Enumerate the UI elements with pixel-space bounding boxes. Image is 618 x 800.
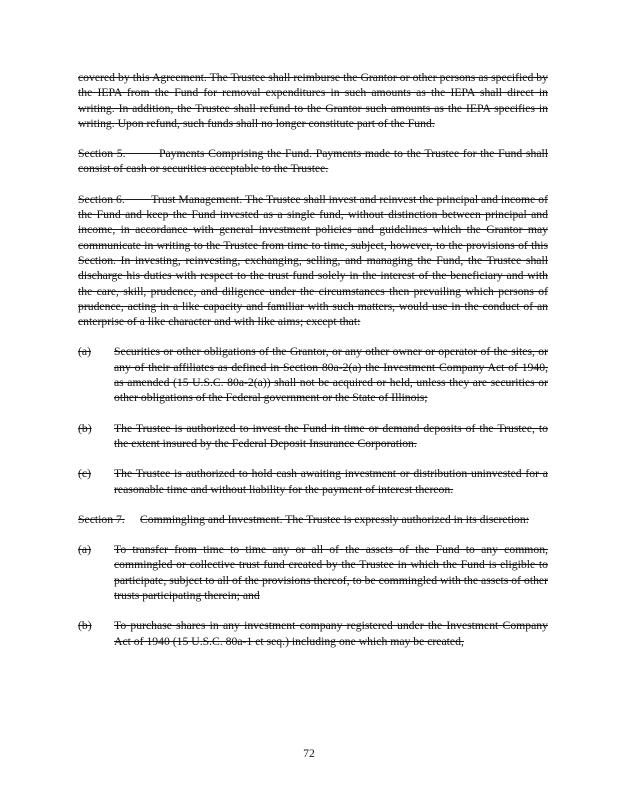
item-text: The Trustee is authorized to invest the Fund in time or demand deposits of the Trustee, to the extent insured by the Federal Deposit Insurance Corporation. <box>114 421 548 450</box>
section-7-text: Commingling and Investment. The Trustee is expressly authorized in its discretion: <box>140 512 529 526</box>
section-6-label: Section 6. <box>78 192 125 206</box>
item-label: (b) <box>78 421 92 435</box>
section-7-label: Section 7. <box>78 512 125 526</box>
section-6-paragraph <box>78 192 548 330</box>
item-label: (a) <box>78 345 91 359</box>
continuation-paragraph: covered by this Agreement. The Trustee shall reimburse the Grantor or other persons as specified by the IEPA from the Fund for removal expenditures in such amounts as the IEPA shall direct in writing. In addition, the Trustee shall refund to the Grantor such amounts as the IEPA specifies in writing. Upon refund, such funds shall no longer constitute part of the Fund. <box>78 71 548 130</box>
item-text: The Trustee is authorized to hold cash awaiting investment or distribution uninvested for a reasonable time and without liability for the payment of interest thereon. <box>114 467 548 496</box>
section-6-item-a <box>78 344 548 405</box>
item-text: To transfer from time to time any or all of the assets of the Fund to any common, commingled or collective trust fund created by the Trustee in which the Fund is eligible to participate, subject to all of the provisions thereof, to be commingled with the assets of other trusts participating therein; and <box>114 543 548 603</box>
section-5-text: Payments Comprising the Fund. Payments made to the Trustee for the Fund shall consist of cash or securities acceptable to the Trustee. <box>78 147 548 176</box>
document-page <box>78 70 548 649</box>
section-6-text: Trust Management. The Trustee shall invest and reinvest the principal and income of the Fund and keep the Fund invested as a single fund, without distinction between principal and income, in accordance with general investment policies and guidelines which the Grantor may communicate in writing to the Trustee from time to time, subject, however, to the provisions of this Section. In investing, reinvesting, exchanging, selling, and managing the Fund, the Trustee shall discharge his duties with respect to the trust fund solely in the interest of the beneficiary and with the care, skill, prudence, and diligence under the circumstances then prevailing which persons of prudence, acting in a like capacity and familiar with such matters, would use in the conduct of an enterprise of a like character and with like aims; except that: <box>78 192 548 329</box>
section-5-label: Section 5. <box>78 147 126 161</box>
section-6-item-b <box>78 421 548 452</box>
item-label: (c) <box>78 467 91 481</box>
section-7-item-b <box>78 618 548 649</box>
page-number: 72 <box>303 747 315 760</box>
item-text: To purchase shares in any investment company registered under the Investment Company Act of 1940 (15 U.S.C. 80a-1 et seq.) including one which may be created, <box>114 619 548 648</box>
item-label: (a) <box>78 543 91 557</box>
section-7-heading <box>78 512 548 527</box>
section-7-item-a <box>78 542 548 603</box>
section-5-paragraph <box>78 146 548 177</box>
section-6-item-c <box>78 466 548 497</box>
item-text: Securities or other obligations of the Grantor, or any other owner or operator of the sites, or any of their affiliates as defined in Section 80a-2(a) the Investment Company Act of 1940, as amended (15 U.S.C. 80a-2(a)) shall not be acquired or held, unless they are securities or other obligations of the Federal government or the State of Illinois; <box>114 345 548 405</box>
item-label: (b) <box>78 619 92 633</box>
